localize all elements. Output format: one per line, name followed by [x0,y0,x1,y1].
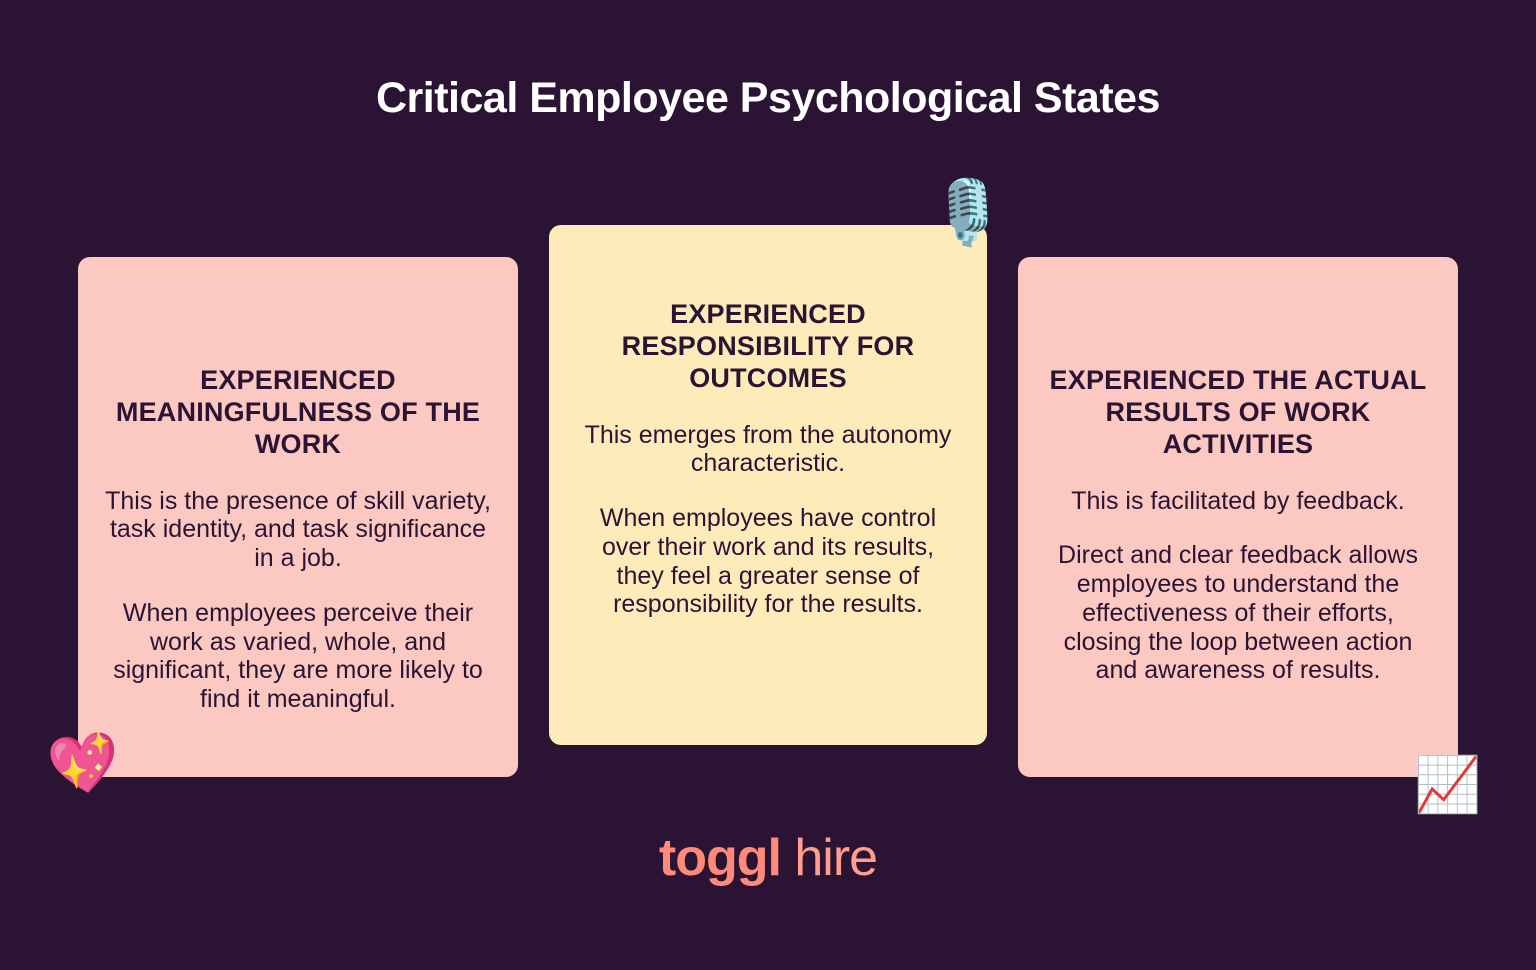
brand-name-light [781,829,794,887]
card-paragraph: When employees perceive their work as varied, whole, and significant, they are more likely to find it meaningful. [113,598,483,714]
card-experienced-responsibility [549,225,987,745]
card-heading: EXPERIENCED MEANINGFULNESS OF THE WORK [115,365,481,459]
microphone-icon: 🎙️ [921,170,1012,255]
card-heading: EXPERIENCED THE ACTUAL RESULTS OF WORK ACTIVITIES [1049,365,1427,459]
card-experienced-meaningfulness [78,257,518,777]
brand-name-bold: toggl [658,829,781,887]
card-paragraph: This emerges from the autonomy characteristic. [584,420,952,478]
card-experienced-actual-results [1018,257,1458,777]
card-heading: EXPERIENCED RESPONSIBILITY FOR OUTCOMES [621,299,915,393]
chart-increasing-icon: 📈 [1414,755,1482,815]
brand-name-light-text: hire [794,829,878,887]
page-title: Critical Employee Psychological States [376,74,1160,122]
card-paragraph: When employees have control over their work and its results, they feel a greater sense of responsibility for the results. [599,504,937,619]
card-paragraph: This is the presence of skill variety, task identity, and task significance in a job. [105,486,491,573]
card-paragraph: Direct and clear feedback allows employees to understand the effectiveness of their efforts, closing the loop between action and awareness of results. [1058,541,1418,685]
sparkling-heart-icon: 💖 [43,727,125,802]
cards-container [0,225,1536,785]
brand-logo [0,828,1536,888]
card-paragraph: This is facilitated by feedback. [1071,486,1405,515]
